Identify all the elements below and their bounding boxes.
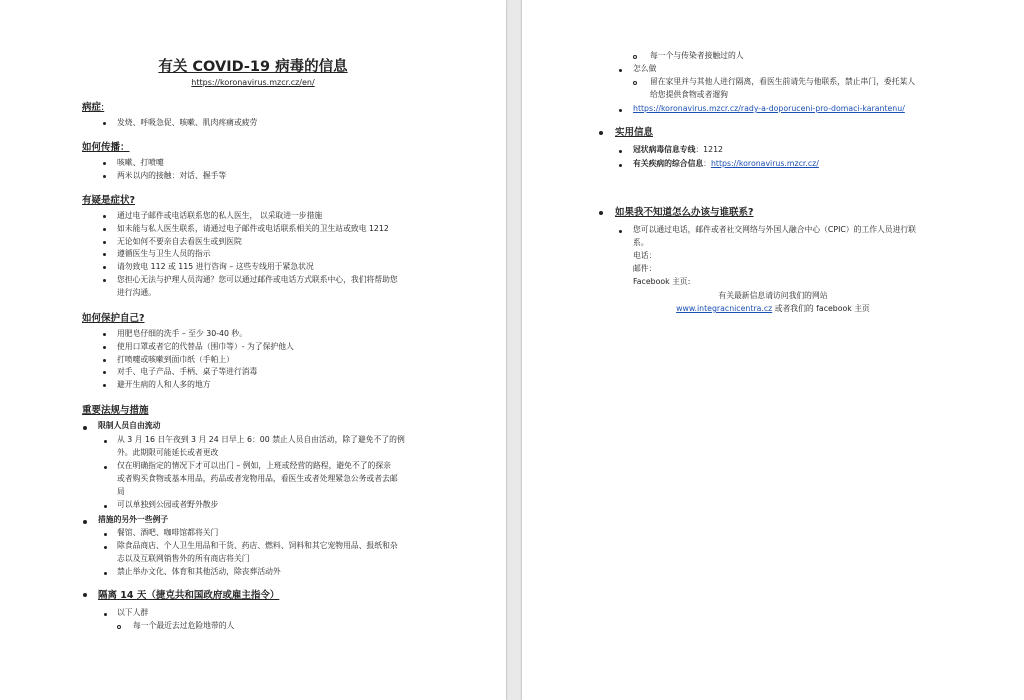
bullet-icon xyxy=(83,520,87,524)
list-item: 以下人群 xyxy=(117,608,149,617)
quarantine-advice-link[interactable]: https://koronavirus.mzcr.cz/rady-a-doporuceni-pro-domaci-karantenu/ xyxy=(633,104,905,113)
list-item: 每一个最近去过危险地带的人 xyxy=(133,621,235,630)
contact-heading: 如果我不知道怎么办该与谁联系? xyxy=(615,207,754,218)
hotline-line: 冠状病毒信息专线：1212 xyxy=(633,145,724,154)
list-item: 禁止举办文化、体育和其他活动，除丧葬活动外 xyxy=(117,567,281,576)
bullet-icon xyxy=(104,546,107,549)
bullet-icon xyxy=(619,230,622,233)
list-item: 您担心无法与护理人员沟通？您可以通过邮件或电话方式联系中心，我们将帮助您 xyxy=(100,274,398,287)
contact-text-continuation: 系。 xyxy=(633,238,649,247)
rules-heading: 重要法规与措施 xyxy=(82,405,149,416)
list-item-continuation: 或者购买食物或基本用品，药品或者宠物用品，看医生或者处理紧急公务或者去邮 xyxy=(117,474,398,483)
spread-heading: 如何传播： xyxy=(82,142,130,153)
list-item: 用肥皂仔细的洗手 – 至少 30-40 秒。 xyxy=(100,328,294,341)
list-item: 打喷嚏或咳嗽到面巾纸（手帕上） xyxy=(100,354,294,367)
bullet-icon xyxy=(599,211,603,215)
list-item: 从 3 月 16 日午夜到 3 月 24 日早上 6：00 禁止人员自由活动，除了避免不了的例 xyxy=(117,435,405,444)
list-item: 留在家里并与其他人进行隔离，看医生前请先与他联系，禁止串门，委托某人 xyxy=(650,77,916,86)
bullet-icon xyxy=(104,572,107,575)
circle-bullet-icon xyxy=(633,55,637,59)
list-item-continuation: 志以及互联网销售外的所有商店将关门 xyxy=(117,554,250,563)
contact-text: 您可以通过电话，邮件或者社交网络与外国人融合中心（CPIC）的工作人员进行联 xyxy=(633,225,916,234)
suspect-heading: 有疑是症状? xyxy=(82,195,136,206)
list-item: 通过电子邮件或电话联系您的私人医生， 以采取进一步措施 xyxy=(100,210,398,223)
bullet-icon xyxy=(104,533,107,536)
list-item: 使用口罩或者它的代替品（围巾等）- 为了保护他人 xyxy=(100,341,294,354)
list-item: 怎么做 xyxy=(633,64,657,73)
mail-label: 邮件： xyxy=(633,264,657,273)
bullet-icon xyxy=(104,613,107,616)
list-item: 如未能与私人医生联系，请通过电子邮件或电话联系相关的卫生站或致电 1212 xyxy=(100,223,398,236)
list-item-continuation: 给您提供食物或者遛狗 xyxy=(650,90,728,99)
ministry-link[interactable]: https://koronavirus.mzcr.cz/en/ xyxy=(191,78,315,87)
document-page-right xyxy=(522,0,1024,700)
list-item: 请勿致电 112 或 115 进行咨询 – 这些专线用于紧急状况 xyxy=(100,261,398,274)
list-item-continuation: 外。此期限可能延长或者更改 xyxy=(117,448,219,457)
restrict-label: 限制人员自由流动 xyxy=(98,421,161,430)
phone-label: 电话： xyxy=(633,251,657,260)
list-item: 对手、电子产品、手柄、桌子等进行消毒 xyxy=(100,366,294,379)
list-item: 每一个与传染者接触过的人 xyxy=(650,51,744,60)
list-item: 除食品商店、个人卫生用品和干货、药店、燃料、饲料和其它宠物用品、报纸和杂 xyxy=(117,541,398,550)
list-item: 遵循医生与卫生人员的指示 xyxy=(100,248,398,261)
list-item-continuation: 局 xyxy=(117,487,125,496)
symptoms-heading: 病症: xyxy=(82,102,105,113)
circle-bullet-icon xyxy=(117,625,121,629)
website-link[interactable]: www.integracnicentra.cz xyxy=(676,304,773,313)
list-item: 避开生病的人和人多的地方 xyxy=(100,379,294,392)
list-item: 仅在明确指定的情况下才可以出门 – 例如，上班或经营的路程，避免不了的探亲 xyxy=(117,461,391,470)
list-item: 餐馆、酒吧、咖啡馆都将关门 xyxy=(117,528,219,537)
bullet-icon xyxy=(104,505,107,508)
list-item: 发烧、呼吸急促、咳嗽、肌肉疼痛或疲劳 xyxy=(100,117,257,130)
bullet-icon xyxy=(104,440,107,443)
suspect-list xyxy=(100,210,398,287)
facebook-label: Facebook 主页: xyxy=(633,277,691,286)
list-item: 两米以内的接触：对话、握手等 xyxy=(100,170,226,183)
protect-list xyxy=(100,328,294,392)
latest-info-text: 有关最新信息请访问我们的网站 xyxy=(718,291,828,300)
list-item: 无论如何不要亲自去看医生或到医院 xyxy=(100,236,398,249)
bullet-icon xyxy=(83,593,87,597)
bullet-icon xyxy=(619,69,622,72)
document-page-left xyxy=(0,0,506,700)
info-line: 有关疾病的综合信息：https://koronavirus.mzcr.cz/ xyxy=(633,159,819,168)
bullet-icon xyxy=(619,109,622,112)
protect-heading: 如何保护自己? xyxy=(82,313,145,324)
quarantine-heading: 隔离 14 天（捷克共和国政府或雇主指令） xyxy=(98,590,280,601)
bullet-icon xyxy=(104,466,107,469)
spread-list xyxy=(100,157,226,183)
list-item: 可以单独到公园或者野外散步 xyxy=(117,500,219,509)
bullet-icon xyxy=(619,150,622,153)
bullet-icon xyxy=(619,164,622,167)
bullet-icon xyxy=(83,426,87,430)
symptoms-list xyxy=(100,117,257,130)
list-item-continuation: 进行沟通。 xyxy=(117,288,156,297)
info-link[interactable]: https://koronavirus.mzcr.cz/ xyxy=(710,159,819,168)
document-title: 有关 COVID-19 病毒的信息 xyxy=(158,59,348,75)
circle-bullet-icon xyxy=(633,81,637,85)
examples-label: 措施的另外一些例子 xyxy=(98,515,169,524)
list-item: 咳嗽、打喷嚏 xyxy=(100,157,226,170)
useful-info-heading: 实用信息 xyxy=(615,127,654,138)
bullet-icon xyxy=(599,131,603,135)
website-line: www.integracnicentra.cz 或者我们的 facebook 主页 xyxy=(676,304,870,313)
